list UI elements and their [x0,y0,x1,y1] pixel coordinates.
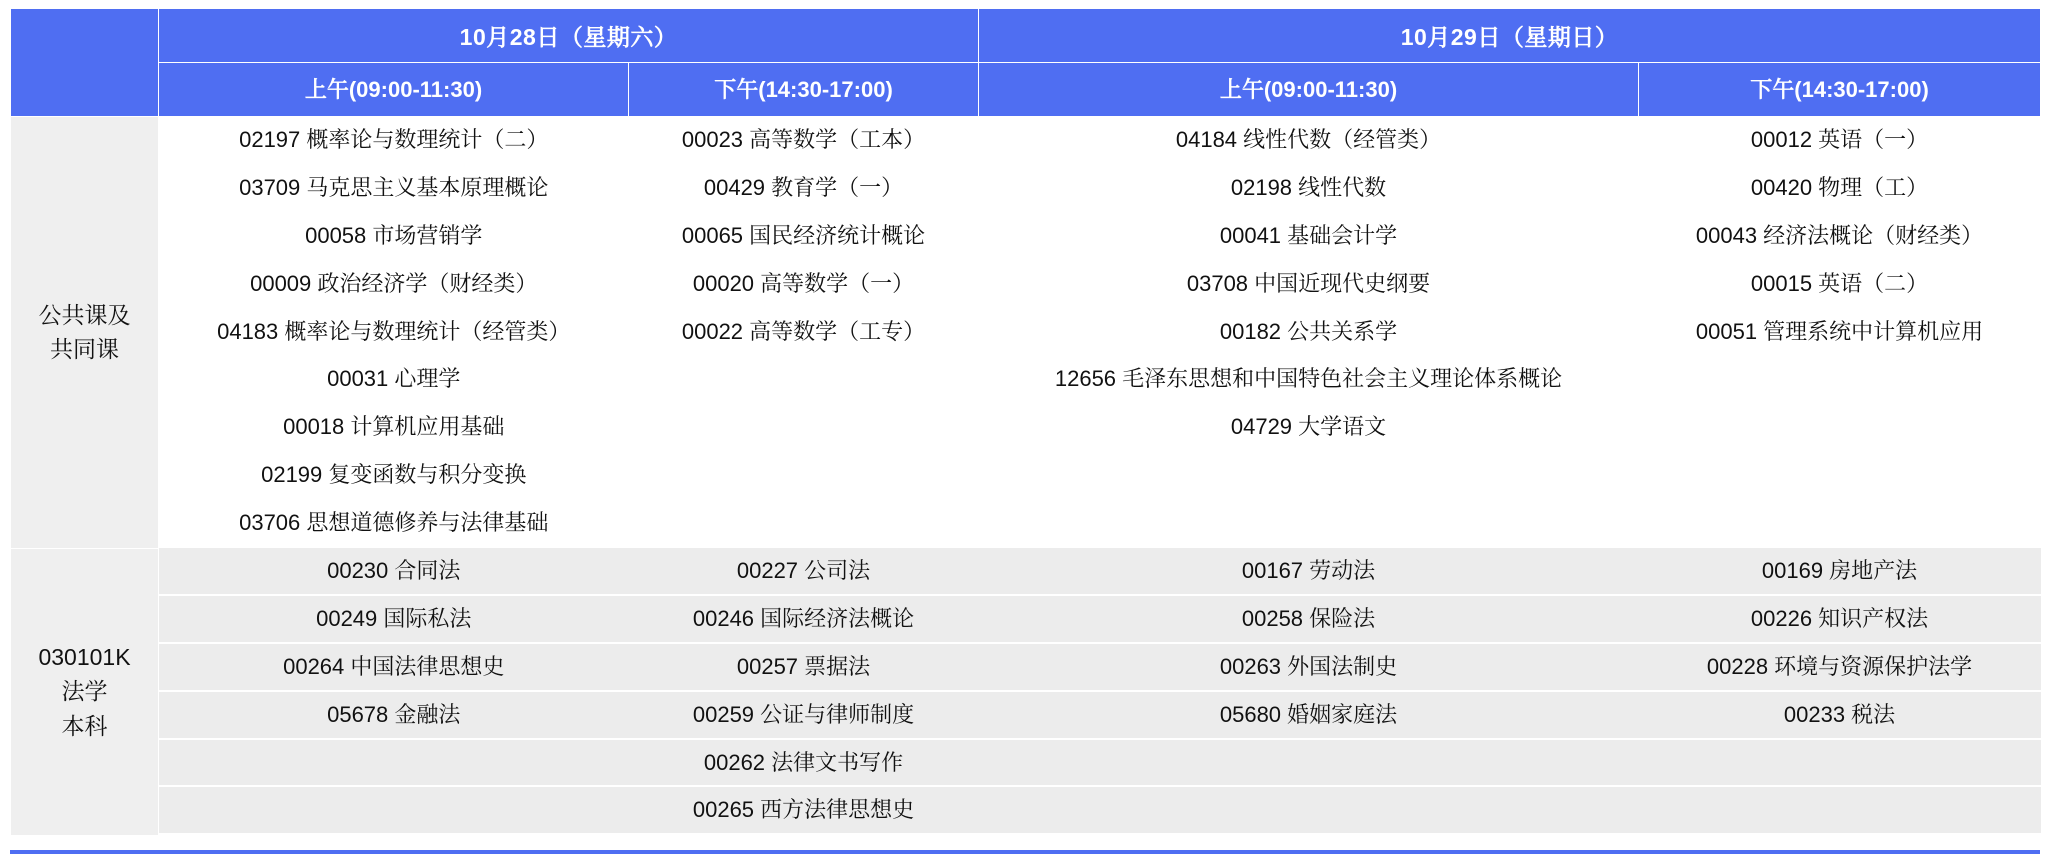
row-label-line-1: 公共课及 [38,301,131,328]
course-item: 00031 心理学 [159,356,629,404]
row-label-line-2: 共同课 [50,336,119,363]
day-2-date: 10月29日 [1400,24,1501,50]
row-label-public-courses [11,117,159,549]
day-2-weekday: （星期日） [1500,24,1619,50]
course-item [1639,787,2041,835]
cell-public-day1-morning [159,117,629,549]
day-header-1 [159,9,979,63]
course-item: 00230 合同法 [159,548,629,596]
course-item: 02197 概率论与数理统计（二） [159,117,629,165]
course-item: 00263 外国法制史 [979,644,1639,692]
cell-public-day2-afternoon [1639,117,2041,549]
course-item: 00233 税法 [1639,692,2041,740]
course-list [159,117,629,548]
course-item: 00265 西方法律思想史 [629,787,979,835]
day-1-date: 10月28日 [459,24,560,50]
course-item: 00169 房地产法 [1639,548,2041,596]
course-item: 00182 公共关系学 [979,309,1639,357]
course-item: 02199 复变函数与积分变换 [159,452,629,500]
row-label-line-1: 030101K [38,643,131,670]
course-item: 00226 知识产权法 [1639,596,2041,644]
cell-law-day1-afternoon [629,548,979,835]
row-label-law-major [11,548,159,835]
day-header-row [11,9,2041,63]
course-item: 04183 概率论与数理统计（经管类） [159,309,629,357]
course-item: 00065 国民经济统计概论 [629,213,979,261]
cell-law-day1-morning [159,548,629,835]
course-item: 12656 毛泽东思想和中国特色社会主义理论体系概论 [979,356,1639,404]
course-list [1639,117,2041,356]
day-header-2 [979,9,2041,63]
course-item [979,740,1639,788]
course-item [159,787,629,835]
course-list [979,117,1639,452]
course-item: 04729 大学语文 [979,404,1639,452]
course-list [159,548,629,835]
course-item: 05680 婚姻家庭法 [979,692,1639,740]
course-item: 00167 劳动法 [979,548,1639,596]
table-row [11,548,2041,835]
course-item: 00058 市场营销学 [159,213,629,261]
course-item: 00041 基础会计学 [979,213,1639,261]
bottom-accent-rule [10,850,2040,854]
course-item: 00246 国际经济法概论 [629,596,979,644]
table-row [11,117,2041,549]
course-item: 04184 线性代数（经管类） [979,117,1639,165]
cell-public-day1-afternoon [629,117,979,549]
course-item: 00259 公证与律师制度 [629,692,979,740]
course-item: 00262 法律文书写作 [629,740,979,788]
course-item [1639,740,2041,788]
exam-schedule-table [10,8,2041,836]
course-item: 00264 中国法律思想史 [159,644,629,692]
course-item: 00420 物理（工） [1639,165,2041,213]
session-header-day1-morning: 上午(09:00-11:30) [159,63,629,117]
cell-law-day2-afternoon [1639,548,2041,835]
course-item: 03706 思想道德修养与法律基础 [159,500,629,548]
course-list [979,548,1639,835]
course-item: 00009 政治经济学（财经类） [159,261,629,309]
course-item: 00257 票据法 [629,644,979,692]
cell-law-day2-morning [979,548,1639,835]
session-header-row [11,63,2041,117]
course-item: 00258 保险法 [979,596,1639,644]
course-item: 03708 中国近现代史纲要 [979,261,1639,309]
corner-cell [11,9,159,117]
course-list [629,117,979,356]
course-item: 05678 金融法 [159,692,629,740]
course-item: 00043 经济法概论（财经类） [1639,213,2041,261]
course-item [159,740,629,788]
course-item: 00023 高等数学（工本） [629,117,979,165]
course-item: 00012 英语（一） [1639,117,2041,165]
course-item: 00228 环境与资源保护法学 [1639,644,2041,692]
course-item: 03709 马克思主义基本原理概论 [159,165,629,213]
session-header-day1-afternoon: 下午(14:30-17:00) [629,63,979,117]
course-item: 00249 国际私法 [159,596,629,644]
course-item: 00015 英语（二） [1639,261,2041,309]
course-item: 00051 管理系统中计算机应用 [1639,309,2041,357]
course-item [979,787,1639,835]
course-item: 00227 公司法 [629,548,979,596]
course-list [629,548,979,835]
table-header [11,9,2041,117]
row-label-line-2: 法学 [61,678,108,705]
session-header-day2-afternoon: 下午(14:30-17:00) [1639,63,2041,117]
session-header-day2-morning: 上午(09:00-11:30) [979,63,1639,117]
course-item: 00018 计算机应用基础 [159,404,629,452]
cell-public-day2-morning [979,117,1639,549]
day-1-weekday: （星期六） [559,24,678,50]
course-item: 00022 高等数学（工专） [629,309,979,357]
course-list [1639,548,2041,835]
course-item: 02198 线性代数 [979,165,1639,213]
table-body [11,117,2041,836]
course-item: 00020 高等数学（一） [629,261,979,309]
row-label-line-3: 本科 [61,712,108,739]
course-item: 00429 教育学（一） [629,165,979,213]
